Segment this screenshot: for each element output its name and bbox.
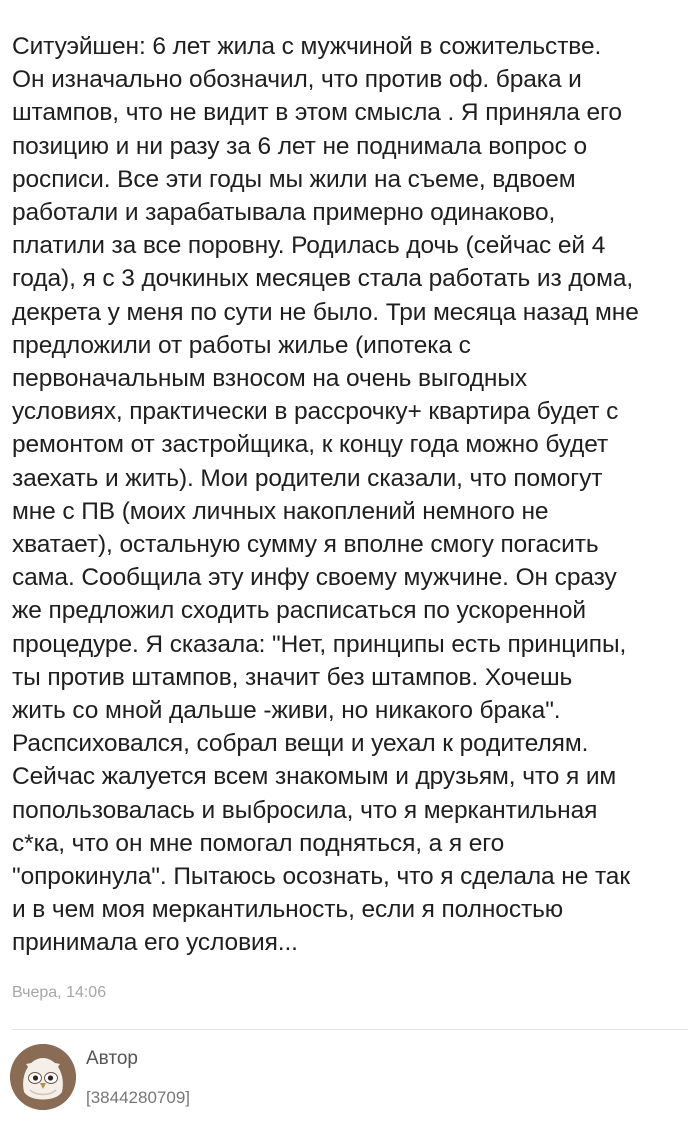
- post-timestamp: Вчера, 14:06: [12, 984, 107, 1001]
- comment-user-id: [3844280709]: [86, 1088, 190, 1107]
- owl-avatar-svg: [10, 1044, 76, 1110]
- post-body-text: Ситуэйшен: 6 лет жила с мужчиной в сожительстве. Он изначально обозначил, что против оф. брака и штампов, что не видит в этом смысла . Я приняла его позицию и ни разу за 6 лет не поднимала вопрос о росписи. Все эти годы мы жили на съеме, вдвоем работали и зарабатывала примерно одинаково, платили за все поровну. Родилась дочь (сейчас ей 4 года), я с 3 дочкиных месяцев стала работать из дома, декрета у меня по сути не было. Три месяца назад мне предложили от работы жилье (ипотека с первоначальным взносом на очень выгодных условиях, практически в рассрочку+ квартира будет с ремонтом от застройщика, к концу года можно будет заехать и жить). Мои родители сказали, что помогут мне с ПВ (моих личных накоплений немного не хватает), остальную сумму я вполне смогу погасить сама. Сообщила эту инфу своему мужчине. Он сразу же предложил сходить расписаться по ускоренной процедуре. Я сказала: "Нет, принципы есть принципы, ты против штампов, значит без штампов. Хочешь жить со мной дальше -живи, но никакого брака". Распсиховался, собрал вещи и уехал к родителям. Сейчас жалуется всем знакомым и друзьям, что я им попользовалась и выбросила, что я меркантильная с*ка, что он мне помогал подняться, а я его "опрокинула". Пытаюсь осознать, что я сделала не так и в чем моя меркантильность, если я полностью принимала его условия...: [12, 33, 639, 957]
- comment-item: [0, 1030, 700, 1130]
- owl-avatar-icon[interactable]: [10, 1044, 76, 1110]
- comment-author-name[interactable]: Автор: [86, 1048, 138, 1069]
